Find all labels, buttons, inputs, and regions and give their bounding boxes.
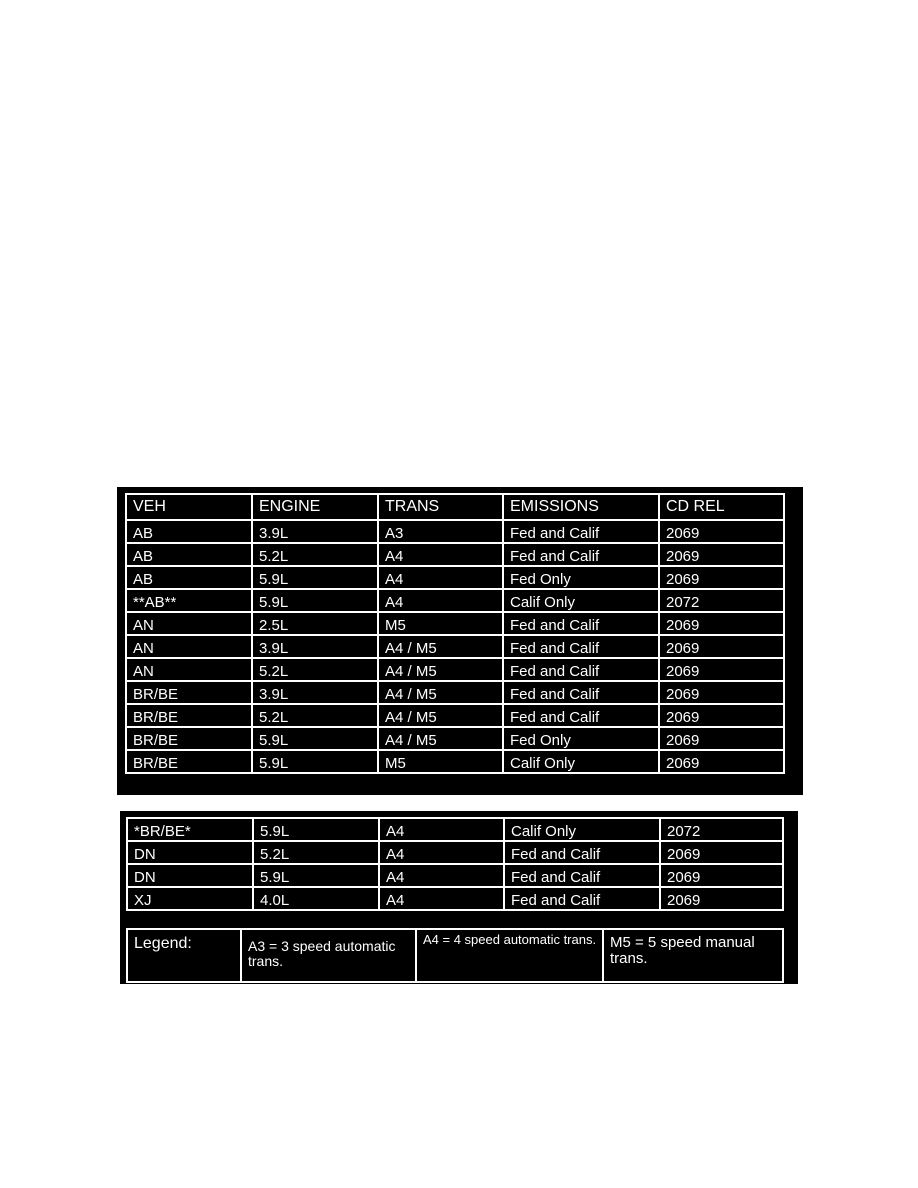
cell-trans: A4: [379, 841, 504, 864]
cell-cd-rel: 2069: [659, 658, 784, 681]
table-row: [127, 864, 783, 887]
cell-emissions: Fed and Calif: [503, 681, 659, 704]
cell-trans: M5: [378, 750, 503, 773]
table-header-row: [126, 494, 784, 520]
cell-trans: A4: [379, 864, 504, 887]
table-row: [126, 750, 784, 773]
cell-veh: AN: [126, 612, 252, 635]
cell-engine: 5.9L: [252, 589, 378, 612]
cell-engine: 5.2L: [252, 543, 378, 566]
cell-engine: 3.9L: [252, 520, 378, 543]
cell-emissions: Fed and Calif: [503, 520, 659, 543]
cell-engine: 5.9L: [252, 566, 378, 589]
cell-emissions: Fed and Calif: [503, 704, 659, 727]
cell-veh: BR/BE: [126, 727, 252, 750]
cell-cd-rel: 2069: [659, 520, 784, 543]
cell-engine: 2.5L: [252, 612, 378, 635]
cell-emissions: Fed Only: [503, 727, 659, 750]
cell-trans: A4: [379, 818, 504, 841]
cell-engine: 5.9L: [252, 750, 378, 773]
cell-trans: A4: [379, 887, 504, 910]
cell-trans: A4 / M5: [378, 635, 503, 658]
cell-trans: A4: [378, 566, 503, 589]
column-header-cd-rel: CD REL: [659, 494, 784, 520]
cell-trans: A3: [378, 520, 503, 543]
cell-cd-rel: 2069: [659, 635, 784, 658]
cell-veh: **AB**: [126, 589, 252, 612]
cell-emissions: Fed and Calif: [503, 612, 659, 635]
cell-cd-rel: 2069: [660, 864, 783, 887]
cell-emissions: Fed and Calif: [504, 887, 660, 910]
cell-cd-rel: 2069: [659, 566, 784, 589]
column-header-trans: TRANS: [378, 494, 503, 520]
cell-emissions: Fed and Calif: [504, 841, 660, 864]
cell-trans: A4 / M5: [378, 681, 503, 704]
column-header-engine: ENGINE: [252, 494, 378, 520]
table-row: [126, 520, 784, 543]
cell-trans: A4 / M5: [378, 704, 503, 727]
cell-engine: 5.9L: [252, 727, 378, 750]
cell-engine: 5.9L: [253, 818, 379, 841]
cell-cd-rel: 2069: [659, 543, 784, 566]
cell-trans: A4 / M5: [378, 727, 503, 750]
table-row: [126, 612, 784, 635]
cell-emissions: Calif Only: [503, 589, 659, 612]
cell-cd-rel: 2069: [660, 841, 783, 864]
cell-veh: AB: [126, 566, 252, 589]
cell-cd-rel: 2069: [659, 704, 784, 727]
cell-cd-rel: 2072: [659, 589, 784, 612]
cell-cd-rel: 2069: [659, 727, 784, 750]
cell-engine: 5.2L: [252, 704, 378, 727]
legend-a3: A3 = 3 speed automatic trans.: [241, 929, 416, 982]
cell-engine: 5.2L: [253, 841, 379, 864]
cell-trans: A4: [378, 589, 503, 612]
cell-engine: 3.9L: [252, 635, 378, 658]
cell-veh: AB: [126, 520, 252, 543]
vehicle-application-table: [125, 493, 785, 774]
legend-table: [126, 928, 784, 983]
cell-veh: AB: [126, 543, 252, 566]
cell-veh: XJ: [127, 887, 253, 910]
table-row: [126, 589, 784, 612]
cell-veh: *BR/BE*: [127, 818, 253, 841]
vehicle-table-panel: [117, 487, 803, 795]
legend-title: Legend:: [127, 929, 241, 982]
cell-emissions: Fed and Calif: [503, 635, 659, 658]
cell-emissions: Fed and Calif: [504, 864, 660, 887]
cell-emissions: Fed Only: [503, 566, 659, 589]
cell-emissions: Fed and Calif: [503, 658, 659, 681]
table-row: [126, 727, 784, 750]
table-row: [126, 566, 784, 589]
cell-veh: DN: [127, 864, 253, 887]
cell-emissions: Calif Only: [503, 750, 659, 773]
table-row: [126, 681, 784, 704]
cell-trans: A4: [378, 543, 503, 566]
cell-veh: AN: [126, 658, 252, 681]
vehicle-application-table-continued: [126, 817, 784, 911]
column-header-veh: VEH: [126, 494, 252, 520]
cell-emissions: Calif Only: [504, 818, 660, 841]
cell-cd-rel: 2072: [660, 818, 783, 841]
cell-veh: DN: [127, 841, 253, 864]
cell-trans: M5: [378, 612, 503, 635]
cell-engine: 3.9L: [252, 681, 378, 704]
cell-cd-rel: 2069: [660, 887, 783, 910]
cell-veh: AN: [126, 635, 252, 658]
cell-cd-rel: 2069: [659, 681, 784, 704]
cell-cd-rel: 2069: [659, 750, 784, 773]
table-row: [126, 635, 784, 658]
table-row: [126, 704, 784, 727]
cell-trans: A4 / M5: [378, 658, 503, 681]
legend-row: [127, 929, 783, 982]
cell-veh: BR/BE: [126, 750, 252, 773]
cell-engine: 5.2L: [252, 658, 378, 681]
table-row: [127, 818, 783, 841]
table-row: [127, 887, 783, 910]
cell-engine: 5.9L: [253, 864, 379, 887]
cell-veh: BR/BE: [126, 681, 252, 704]
vehicle-table-continued-panel: [120, 811, 798, 984]
table-row: [126, 658, 784, 681]
legend-a4: A4 = 4 speed automatic trans.: [416, 929, 603, 982]
cell-emissions: Fed and Calif: [503, 543, 659, 566]
table-row: [127, 841, 783, 864]
table-row: [126, 543, 784, 566]
cell-engine: 4.0L: [253, 887, 379, 910]
cell-cd-rel: 2069: [659, 612, 784, 635]
legend-m5: M5 = 5 speed manual trans.: [603, 929, 783, 982]
column-header-emissions: EMISSIONS: [503, 494, 659, 520]
cell-veh: BR/BE: [126, 704, 252, 727]
